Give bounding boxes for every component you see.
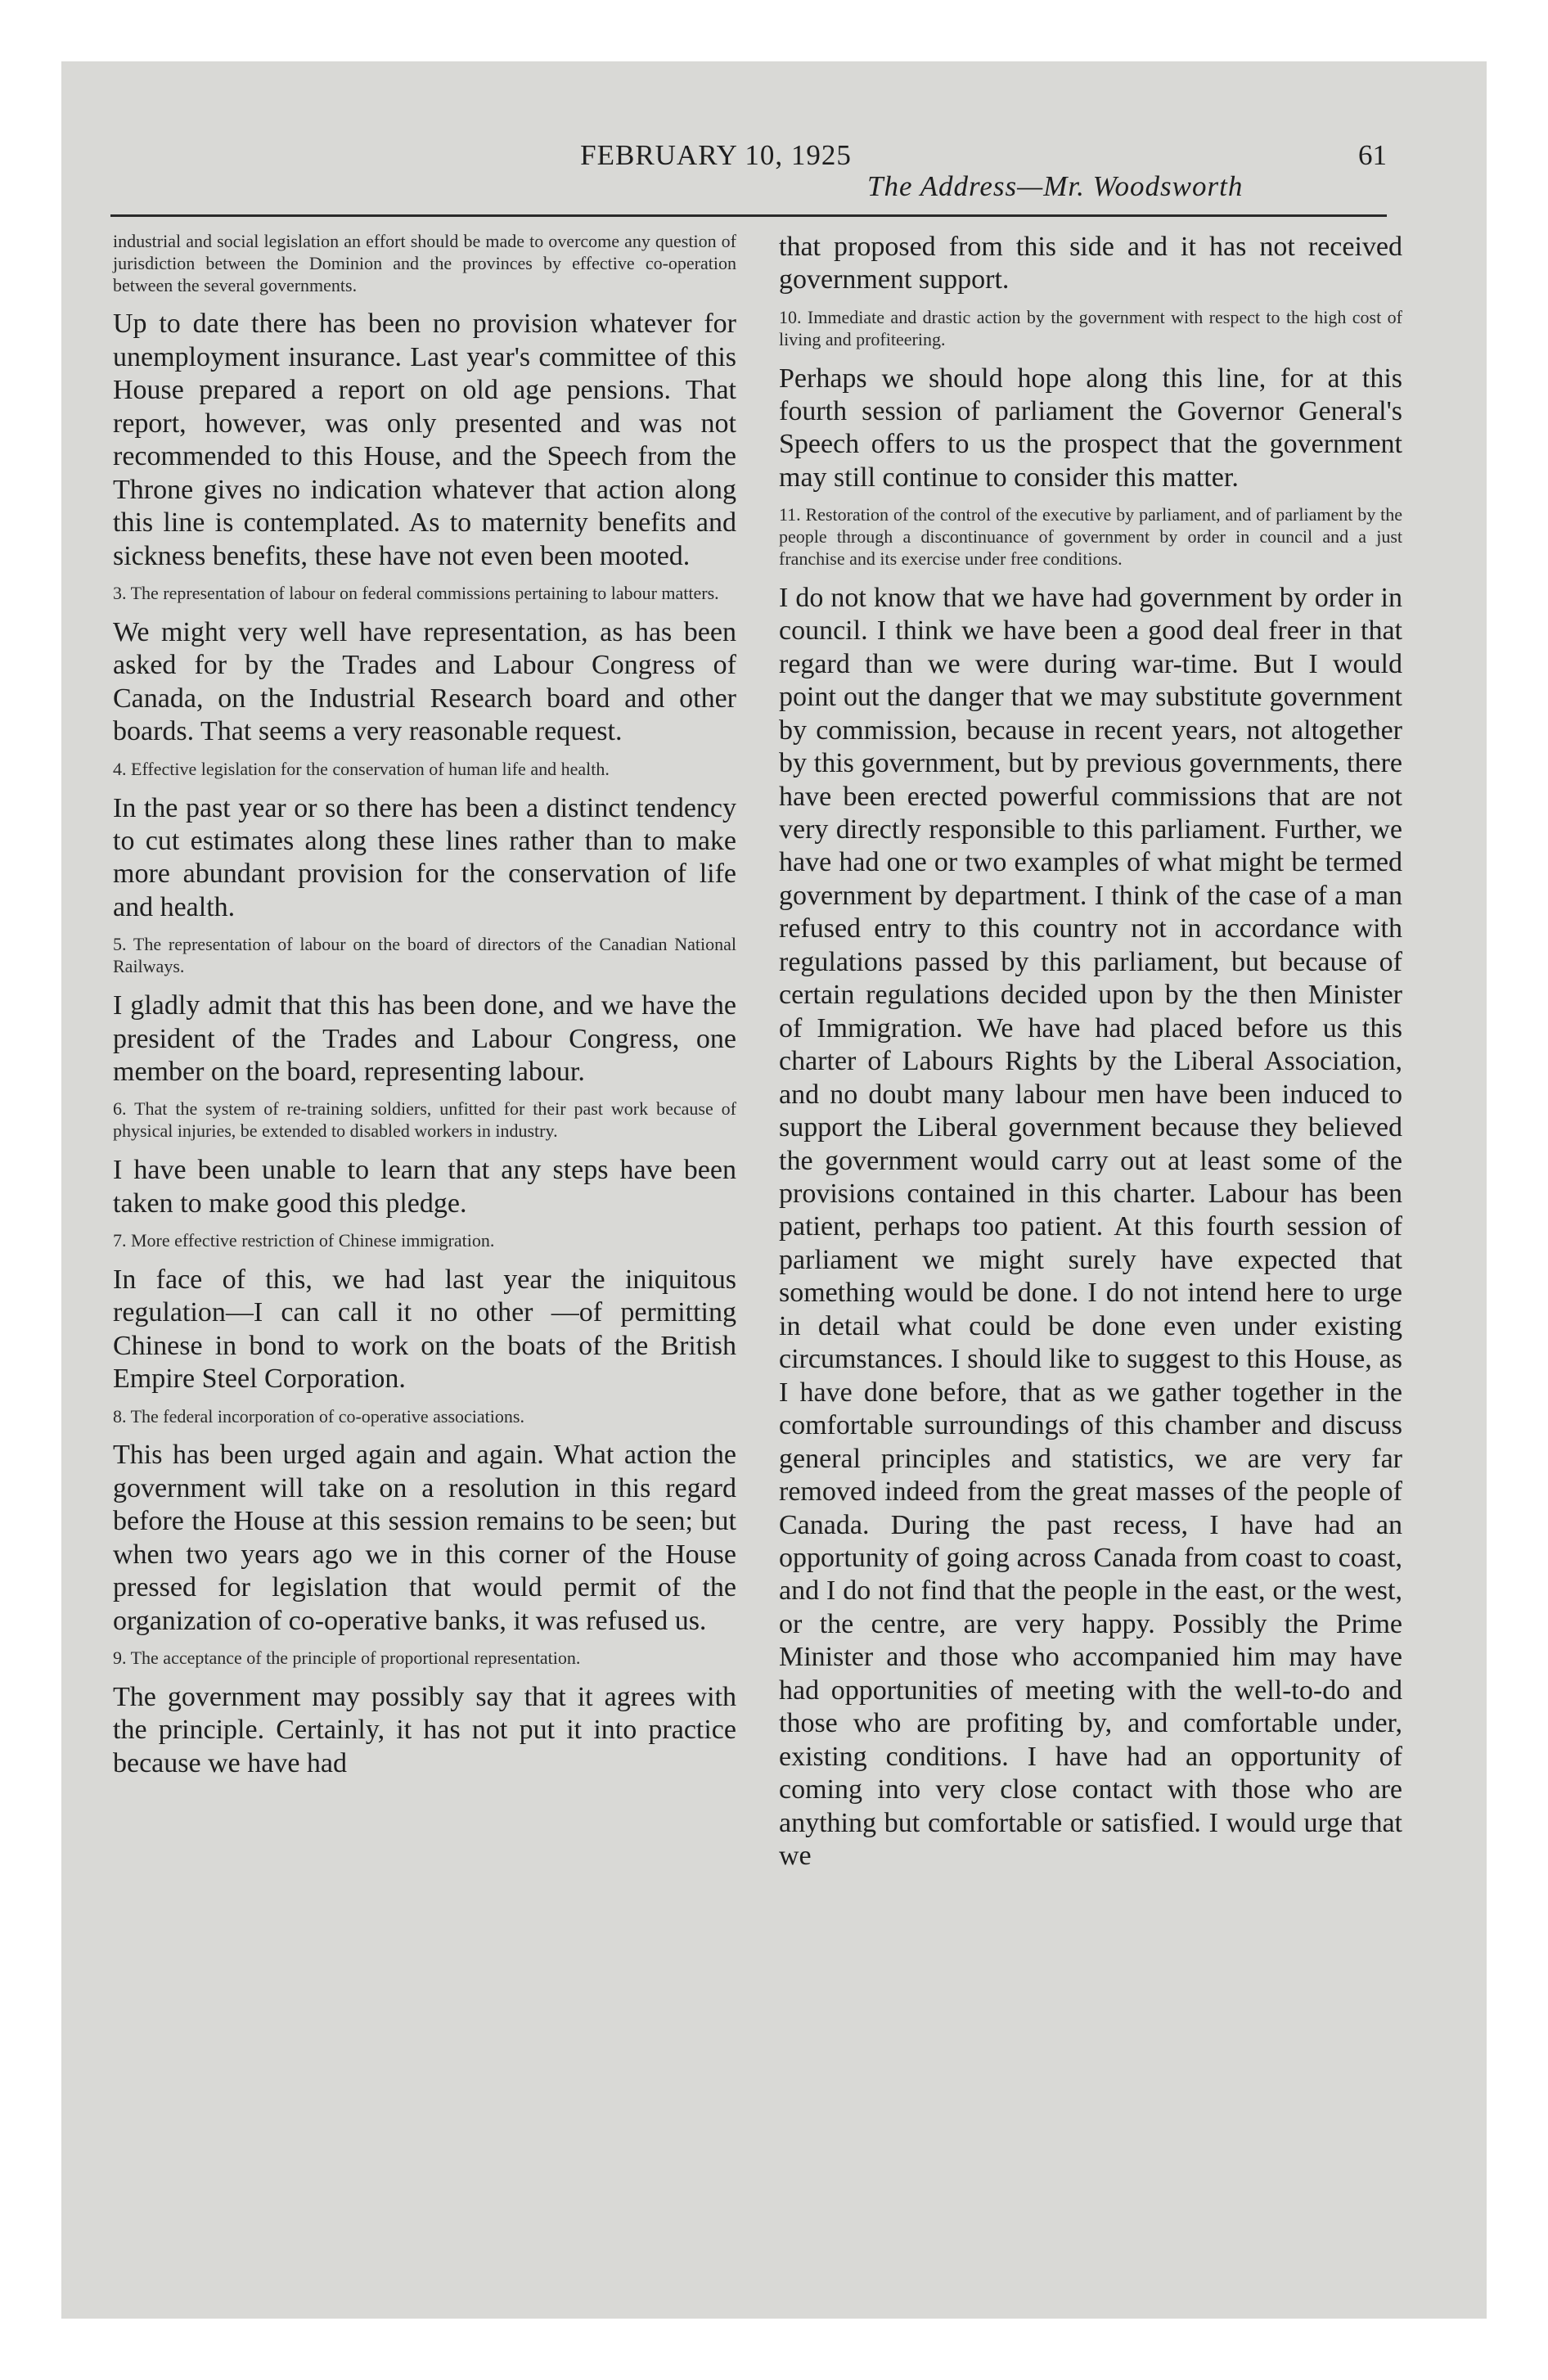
- item-text: 5. The representation of labour on the board of directors of the Canadian National Railways.: [113, 934, 736, 977]
- header-date: FEBRUARY 10, 1925: [580, 139, 852, 171]
- paragraph: In the past year or so there has been a distinct tendency to cut estimates along these lines rather than to make more abundant provision for the conservation of life and health.: [113, 792, 736, 922]
- item-text: 8. The federal incorporation of co-operative associations.: [113, 1405, 524, 1427]
- page-number: 61: [1358, 139, 1387, 171]
- header-subtitle: The Address—Mr. Woodsworth: [867, 170, 1244, 202]
- paragraph: The government may possibly say that it agrees with the principle. Certainly, it has not put it into practice because we have had: [113, 1681, 736, 1778]
- item-text: 6. That the system of re-training soldiers, unfitted for their past work because of physical injuries, be extended to disabled workers in industry.: [113, 1098, 736, 1142]
- paragraph: We might very well have representation, as has been asked for by the Trades and Labour Congress of Canada, on the Industrial Research board and other boards. That seems a very reasonable request.: [113, 616, 736, 747]
- paragraph: Perhaps we should hope along this line, for at this fourth session of parliament the Governor General's Speech offers to us the prospect that the government may still continue to consider this matter.: [779, 363, 1402, 493]
- item-text: 11. Restoration of the control of the executive by parliament, and of parliament by the people through a discontinuance of government by order in council and a just franchise and its exercise under free conditions.: [779, 504, 1402, 570]
- item-text: 10. Immediate and drastic action by the government with respect to the high cost of living and profiteering.: [779, 306, 1402, 349]
- left-column: [113, 231, 736, 1790]
- paragraph: I do not know that we have had government by order in council. I think we have been a good deal freer in that regard than we were during war-time. But I would point out the danger that we may substitute government by commission, because in recent years, not altogether by this government, but by previous governments, there have been erected powerful commissions that are not very directly responsible to this parliament. Further, we have had one or two examples of what might be termed government by department. I think of the case of a man refused entry to this country not in accordance with regulations passed by this parliament, but because of certain regulations decided upon by the then Minister of Immigration. We have had placed before us this charter of Labours Rights by the Liberal Association, and no doubt many labour men have been induced to support the Liberal government because they believed the government would carry out at least some of the provisions contained in this charter. Labour has been patient, perhaps too patient. At this fourth session of parliament we might surely have expected that something would be done. I do not intend here to urge in detail what could be done even under existing circumstances. I should like to suggest to this House, as I have done before, that as we gather together in the comfortable surroundings of this chamber and discuss general principles and statistics, we are very far removed indeed from the great masses of the people of Canada. During the past recess, I have had an opportunity of going across Canada from coast to coast, and I do not find that the people in the east, or the west, or the centre, are very happy. Possibly the Prime Minister and those who accompanied him may have had opportunities of meeting with the well-to-do and those who are profiting by, and comfortable under, existing conditions. I have had an opportunity of coming into very close contact with those who are anything but comfortable or satisfied. I would urge that we: [779, 582, 1402, 1872]
- header-rule: [110, 214, 1387, 217]
- paragraph: that proposed from this side and it has not received government support.: [779, 232, 1402, 295]
- paragraph: I gladly admit that this has been done, and we have the president of the Trades and Labour Congress, one member on the board, representing labour.: [113, 990, 736, 1087]
- item-text: 9. The acceptance of the principle of proportional representation.: [113, 1648, 581, 1669]
- page-header: [110, 131, 1387, 213]
- paragraph: I have been unable to learn that any steps have been taken to make good this pledge.: [113, 1155, 736, 1219]
- paragraph: Up to date there has been no provision whatever for unemployment insurance. Last year's committee of this House prepared a report on old age pensions. That report, however, was only presented and was not recommended to this House, and the Speech from the Throne gives no indication whatever that action along this line is contemplated. As to maternity benefits and sickness benefits, these have not even been mooted.: [113, 309, 736, 571]
- paragraph: This has been urged again and again. What action the government will take on a resolution in this regard before the House at this session remains to be seen; but when two years ago we in this corner of the House pressed for legislation that would permit of the organization of co-operative banks, it was refused us.: [113, 1440, 736, 1636]
- item-text: 3. The representation of labour on federal commissions pertaining to labour matters.: [113, 583, 719, 604]
- item-text: 4. Effective legislation for the conservation of human life and health.: [113, 758, 610, 779]
- item-text: industrial and social legislation an effort should be made to overcome any question of jurisdiction between the Dominion and the provinces by effective co-operation between the several governments.: [113, 231, 736, 295]
- item-text: 7. More effective restriction of Chinese immigration.: [113, 1229, 495, 1251]
- right-column: [779, 231, 1402, 1883]
- paragraph: In face of this, we had last year the iniquitous regulation—I can call it no other —of permitting Chinese in bond to work on the boats of the British Empire Steel Corporation.: [113, 1264, 736, 1395]
